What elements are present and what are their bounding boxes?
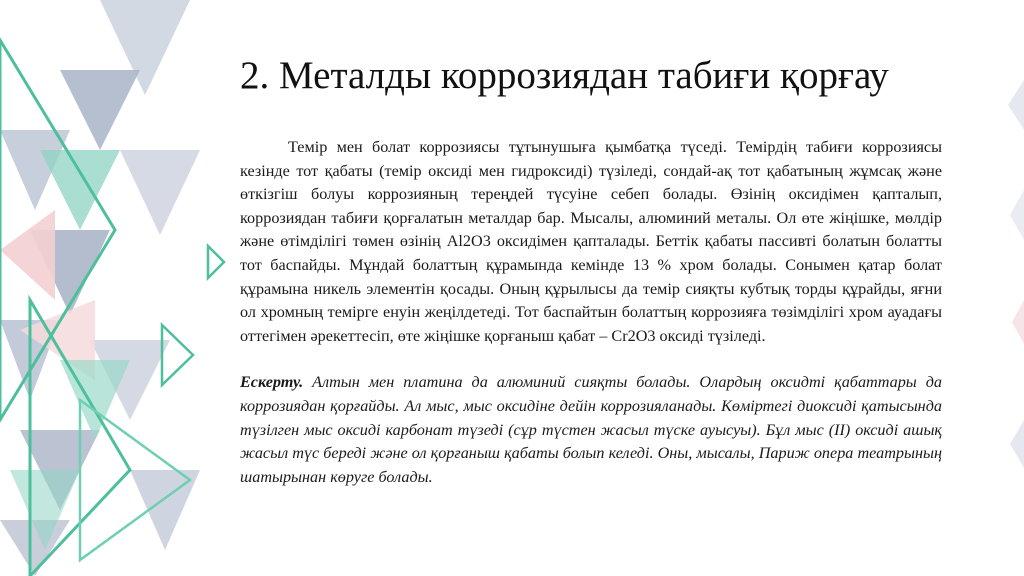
decorative-triangles-left	[0, 0, 240, 576]
triangle-shape	[1012, 300, 1024, 344]
triangle-outline	[208, 246, 224, 278]
triangle-shape	[1010, 190, 1024, 240]
main-paragraph: Темір мен болат коррозиясы тұтынушыға қымбатқа түседі. Темірдің табиғи коррозиясы кезінде тот қабаты (темір оксиді мен гидроксиді) түзіледі, сондай-ақ тот қабатының жұмсақ және өткізгіш болуы коррозияның тереңдей түсуіне себеп болады. Өзінің оксидімен қапталып, коррозиядан табиғи қорғалатын металдар бар. Мысалы, алюминий металы. Ол өте жіңішке, мөлдір және өтімділігі төмен өзінің Al2O3 оксидімен қапталады. Беттік қабаты пассивті болатын болатты тот баспайды. Мұндай болаттың құрамында кемінде 13 % хром болады. Сонымен қатар болат құрамына никель элементін қосады. Оның құрылысы да темір сияқты кубтық торды құрайды, яғни ол хромның темірге енуін жеңілдетеді. Тот баспайтын болаттың коррозияға төзімділігі хром ауадағы оттегімен әрекеттесіп, өте жіңішке қорғаныш қабат – Cr2O3 оксиді түзіледі.	[240, 138, 942, 345]
triangle-shape	[120, 150, 200, 235]
page-title: 2. Металды коррозиядан табиғи қорғау	[240, 54, 889, 97]
triangle-shape	[0, 210, 55, 300]
triangle-shape	[1008, 80, 1024, 130]
triangle-shape	[1010, 420, 1024, 468]
decorative-triangles-right	[1000, 0, 1024, 576]
triangle-shape	[60, 70, 140, 150]
note-label: Ескерту.	[240, 373, 304, 392]
triangle-shape	[130, 470, 200, 550]
body-text	[240, 136, 942, 489]
triangle-outline	[162, 325, 193, 385]
note-paragraph	[240, 371, 942, 489]
triangle-shape	[0, 520, 70, 576]
note-text: Алтын мен платина да алюминий сияқты болады. Олардың оксидті қабаттары да коррозиядан қорғайды. Ал мыс, мыс оксидіне дейін коррозияланады. Көміртегі диоксиді қатысында түзілген мыс оксиді карбонат түзеді (сұр түстен жасыл түске ауысуы). Бұл мыс (ІІ) оксиді ашық жасыл түс береді және ол қорғаныш қабаты болып келеді. Оны, мысалы, Париж опера театрының шатырынан көруге болады.	[240, 373, 942, 486]
